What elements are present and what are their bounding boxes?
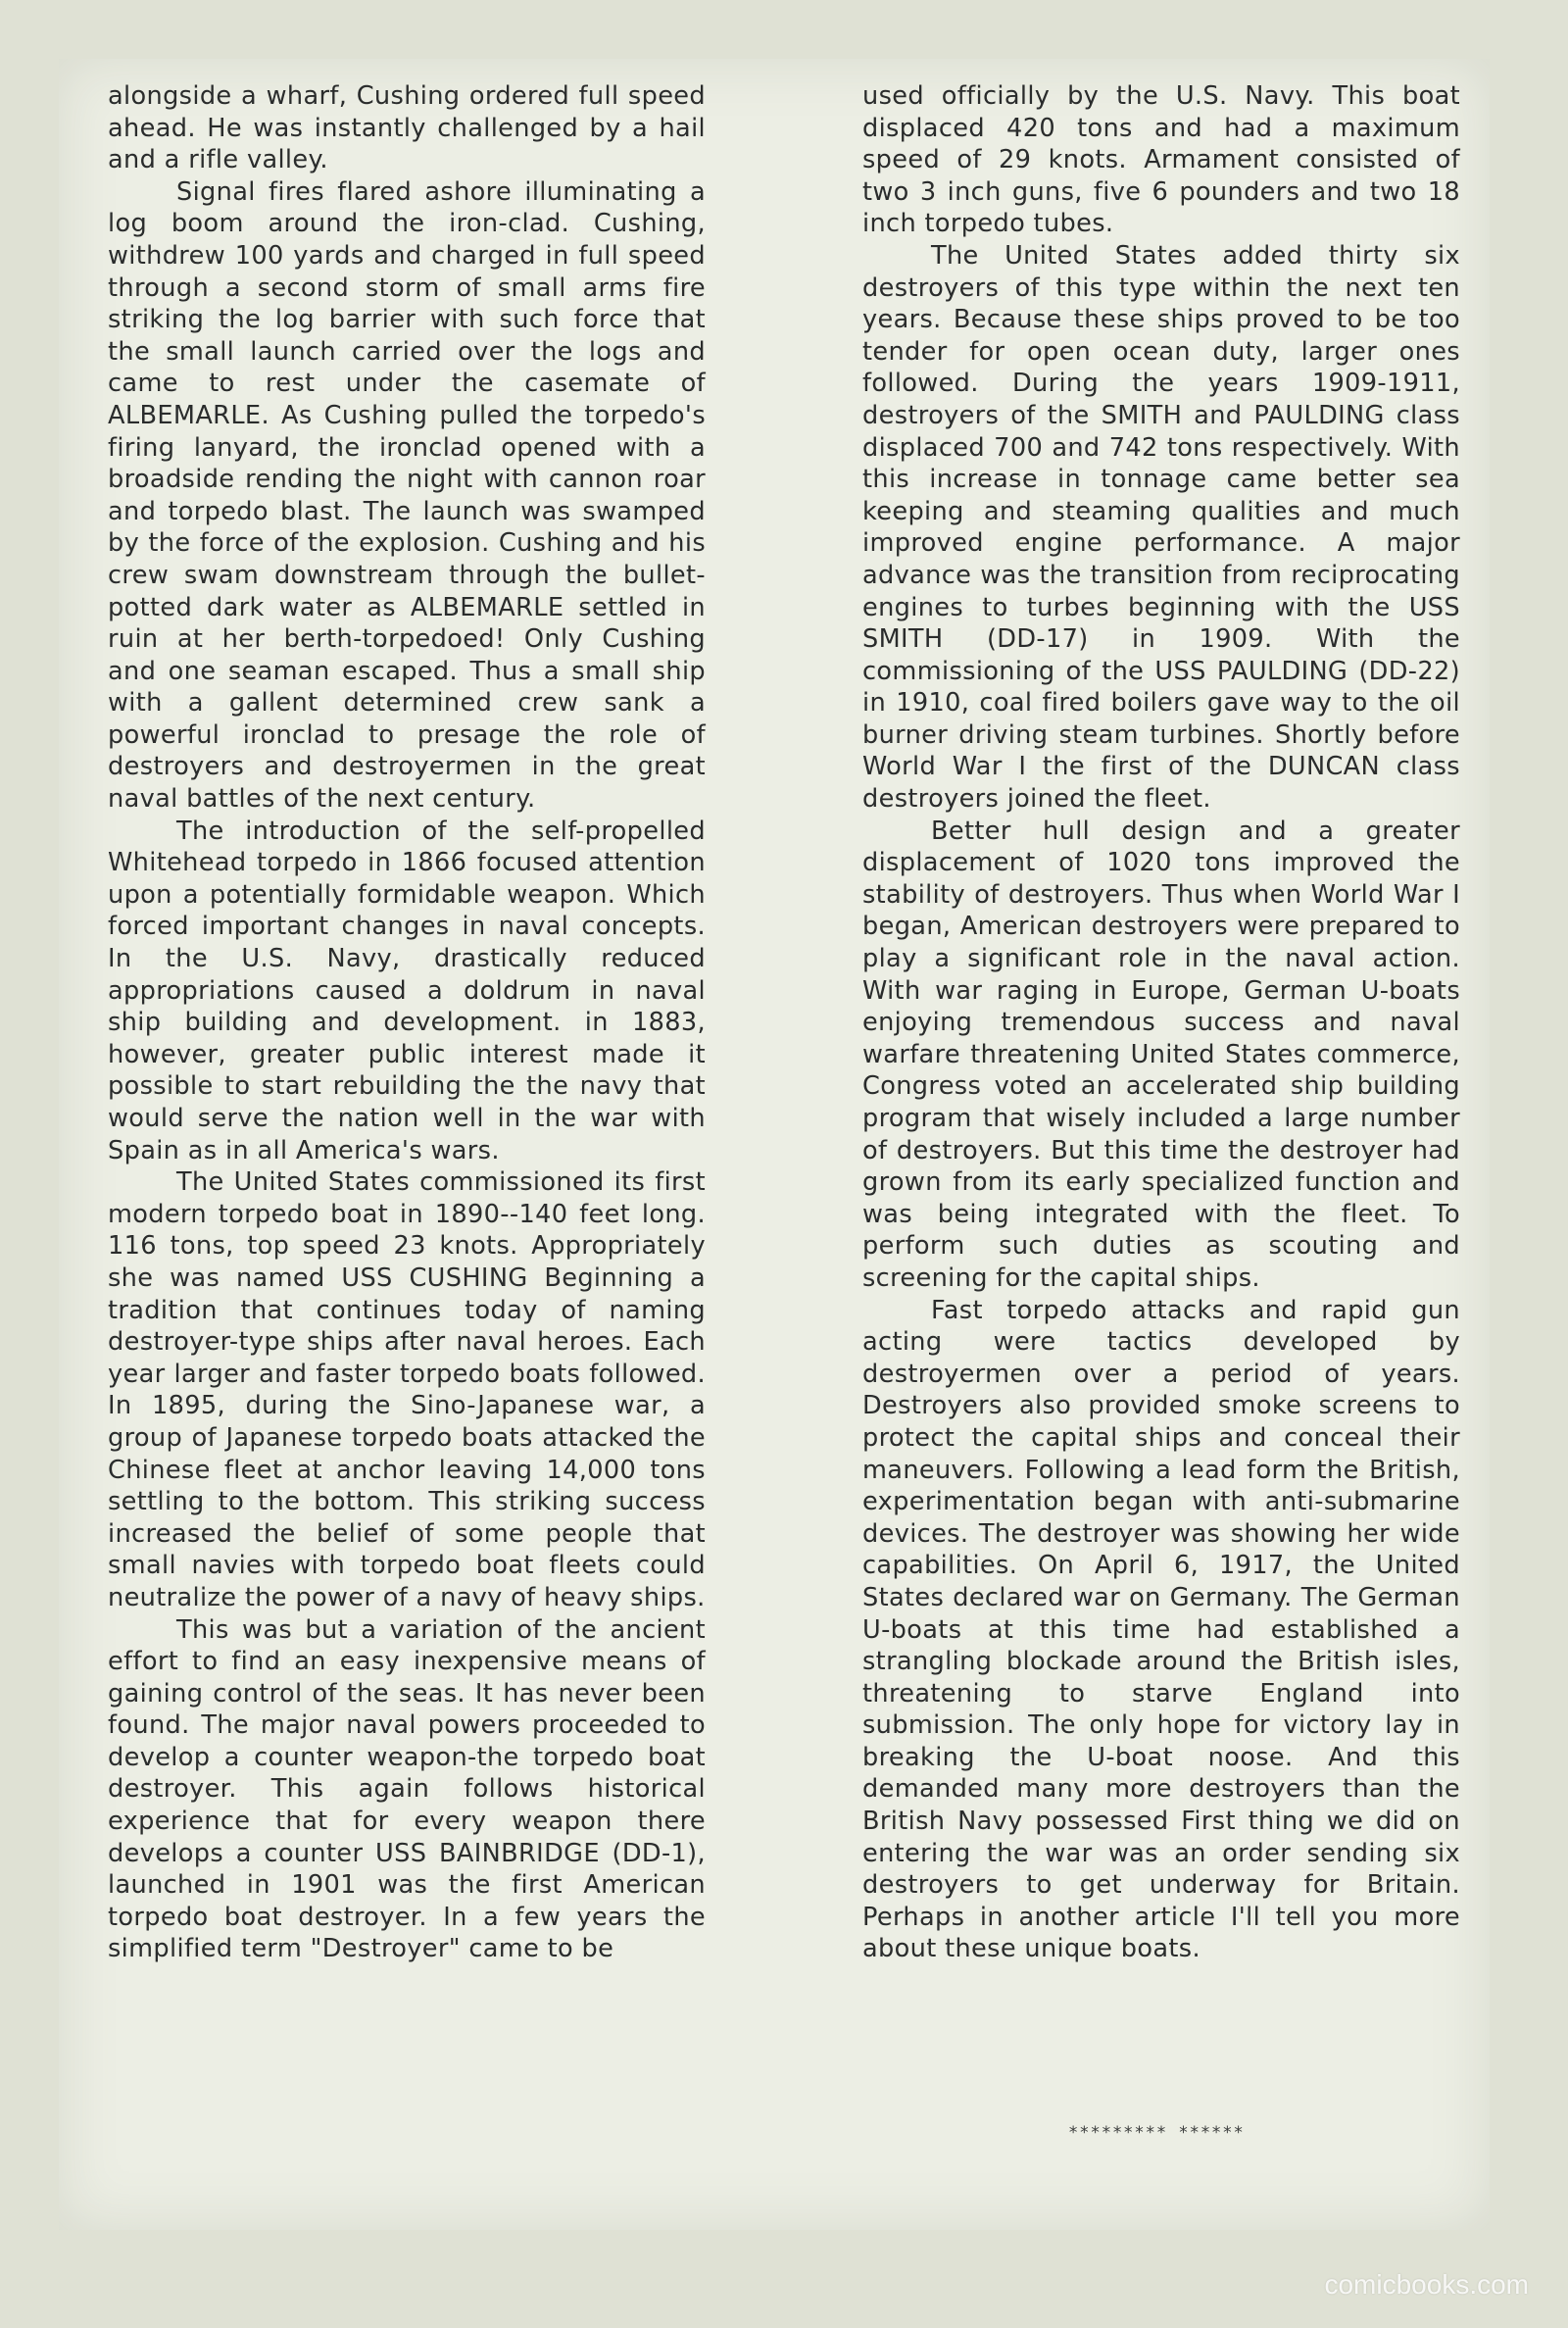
left-column: [108, 80, 706, 1965]
right-paragraph-1: used officially by the U.S. Navy. This boat displaced 420 tons and had a maximum speed of 29 knots. Armament consisted of two 3 inch guns, five 6 pounders and two 18 inch torpedo tubes.: [862, 81, 1460, 239]
right-column: [862, 80, 1460, 1965]
left-paragraph-1: alongside a wharf, Cushing ordered full speed ahead. He was instantly challenged by a hail and a rifle valley.: [108, 81, 706, 175]
left-paragraph-5: This was but a variation of the ancient effort to find an easy inexpensive means of gaining control of the seas. It has never been found. The major naval powers proceeded to develop a counter weapon-the torpedo boat destroyer. This again follows historical experience that for every weapon there develops a counter USS BAINBRIDGE (DD-1), launched in 1901 was the first American torpedo boat destroyer. In a few years the simplified term "Destroyer" came to be: [108, 1614, 706, 1964]
left-paragraph-2: Signal fires flared ashore illuminating a log boom around the iron-clad. Cushing, withdrew 100 yards and charged in full speed through a second storm of small arms fire striking the log barrier with such force that the small launch carried over the logs and came to rest under the casemate of ALBEMARLE. As Cushing pulled the torpedo's firing lanyard, the ironclad opened with a broadside rending the night with cannon roar and torpedo blast. The launch was swamped by the force of the explosion. Cushing and his crew swam downstream through the bullet-potted dark water as ALBEMARLE settled in ruin at her berth-torpedoed! Only Cushing and one seaman escaped. Thus a small ship with a gallent determined crew sank a powerful ironclad to presage the role of destroyers and destroyermen in the great naval battles of the next century.: [108, 176, 706, 815]
right-paragraph-2: The United States added thirty six destroyers of this type within the next ten years. Because these ships proved to be too tender for open ocean duty, larger ones followed. During the years 1909-1911, destroyers of the SMITH and PAULDING class displaced 700 and 742 tons respectively. With this increase in tonnage came better sea keeping and steaming qualities and much improved engine performance. A major advance was the transition from reciprocating engines to turbes beginning with the USS SMITH (DD-17) in 1909. With the commissioning of the USS PAULDING (DD-22) in 1910, coal fired boilers gave way to the oil burner driving steam turbines. Shortly before World War I the first of the DUNCAN class destroyers joined the fleet.: [862, 240, 1460, 815]
right-paragraph-4: Fast torpedo attacks and rapid gun acting were tactics developed by destroyermen over a period of years. Destroyers also provided smoke screens to protect the capital ships and conceal their maneuvers. Following a lead form the British, experimentation began with anti-submarine devices. The destroyer was showing her wide capabilities. On April 6, 1917, the United States declared war on Germany. The German U-boats at this time had established a strangling blockade around the British isles, threatening to starve England into submission. The only hope for victory lay in breaking the U-boat noose. And this demanded many more destroyers than the British Navy possessed First thing we did on entering the war was an order sending six destroyers to get underway for Britain. Perhaps in another article I'll tell you more about these unique boats.: [862, 1295, 1460, 1964]
watermark: comicbooks.com: [1324, 2269, 1529, 2300]
left-paragraph-4: The United States commissioned its first modern torpedo boat in 1890--140 feet long. 116 tons, top speed 23 knots. Appropriately she was named USS CUSHING Beginning a tradition that continues today of naming destroyer-type ships after naval heroes. Each year larger and faster torpedo boats followed. In 1895, during the Sino-Japanese war, a group of Japanese torpedo boats attacked the Chinese fleet at anchor leaving 14,000 tons settling to the bottom. This striking success increased the belief of some people that small navies with torpedo boat fleets could neutralize the power of a navy of heavy ships.: [108, 1167, 706, 1612]
end-mark: ********* ******: [1068, 2123, 1245, 2143]
right-paragraph-3: Better hull design and a greater displacement of 1020 tons improved the stability of destroyers. Thus when World War I began, American destroyers were prepared to play a significant role in the naval action. With war raging in Europe, German U-boats enjoying tremendous success and naval warfare threatening United States commerce, Congress voted an accelerated ship building program that wisely included a large number of destroyers. But this time the destroyer had grown from its early specialized function and was being integrated with the fleet. To perform such duties as scouting and screening for the capital ships.: [862, 816, 1460, 1293]
left-paragraph-3: The introduction of the self-propelled Whitehead torpedo in 1866 focused attention upon a potentially formidable weapon. Which forced important changes in naval concepts. In the U.S. Navy, drastically reduced appropriations caused a doldrum in naval ship building and development. in 1883, however, greater public interest made it possible to start rebuilding the the navy that would serve the nation well in the war with Spain as in all America's wars.: [108, 816, 706, 1165]
